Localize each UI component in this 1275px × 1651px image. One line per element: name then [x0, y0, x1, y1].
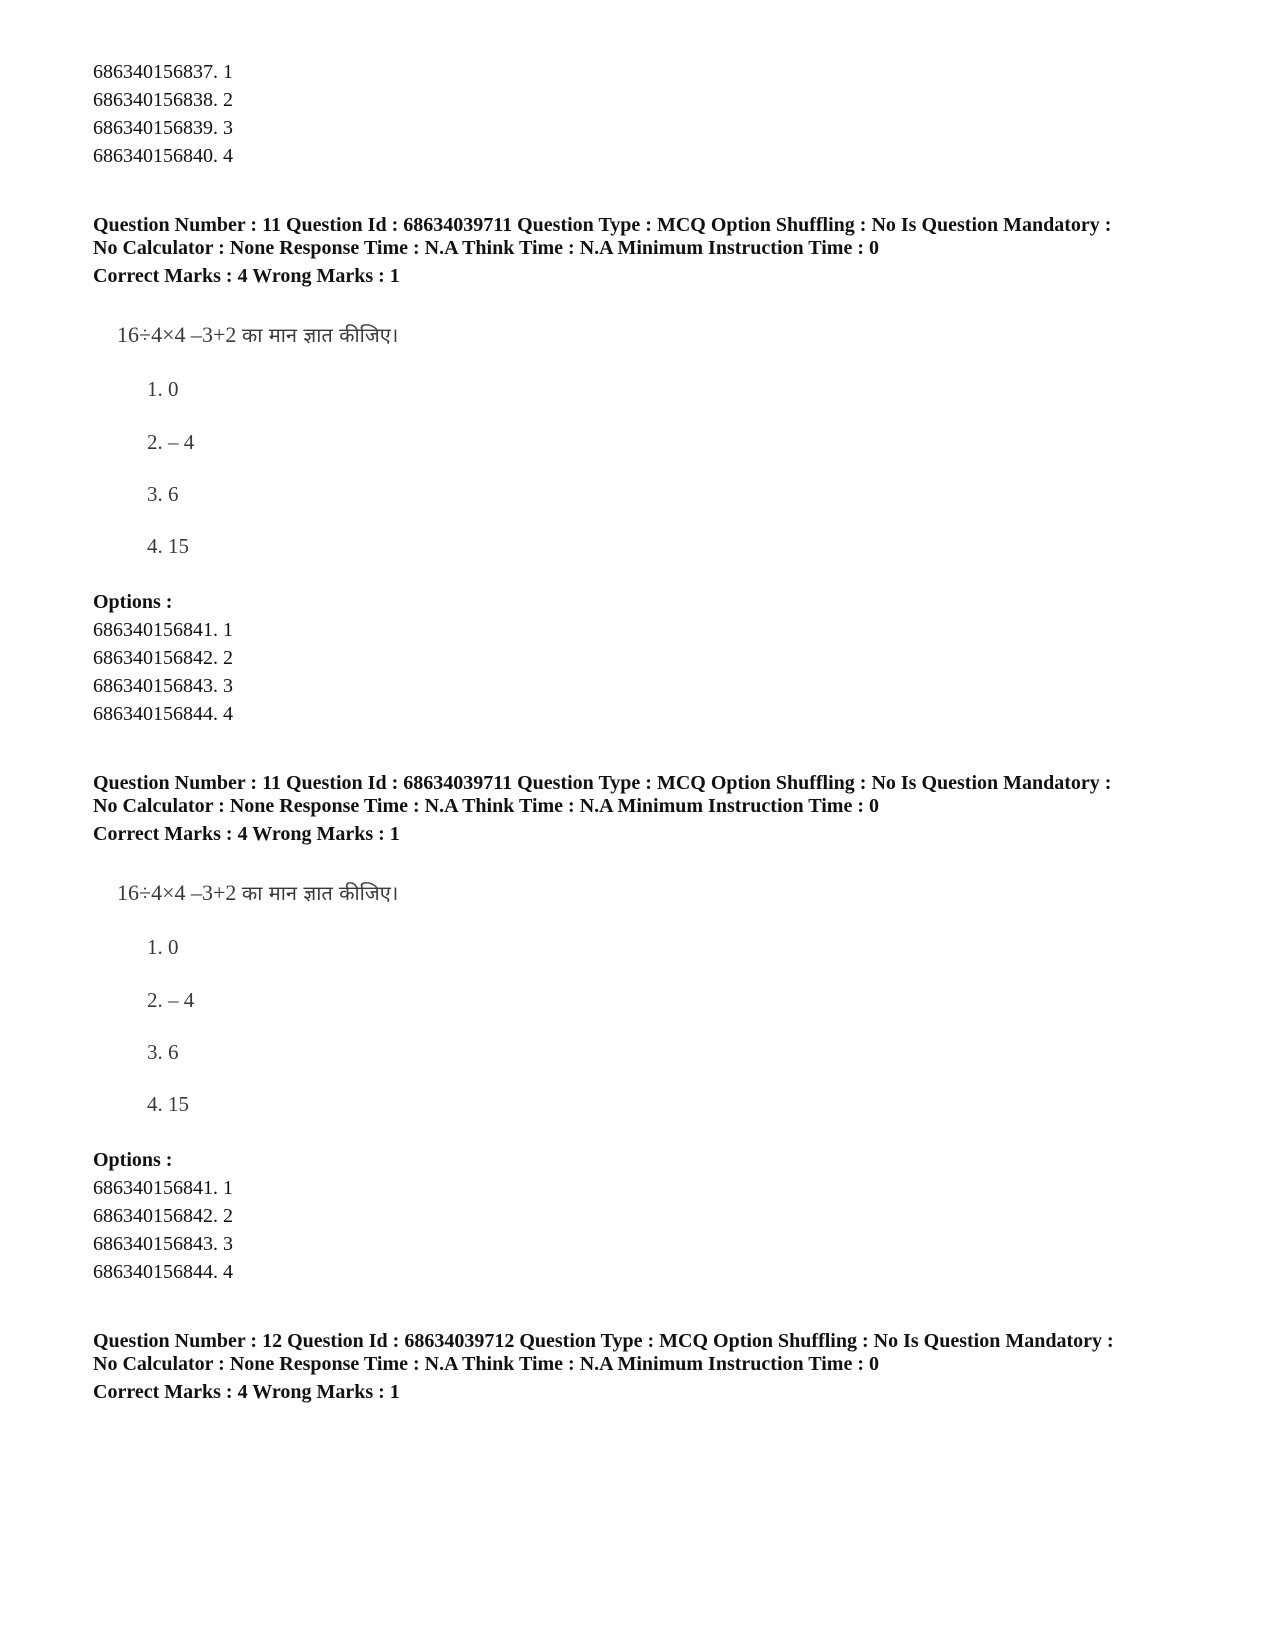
option-id-line: 686340156837. 1 — [93, 61, 233, 83]
question-text — [117, 880, 398, 906]
option-id-line: 686340156838. 2 — [93, 89, 233, 111]
option-id-line: 686340156842. 2 — [93, 647, 233, 669]
question-math: 16÷4×4 –3+2 — [117, 880, 237, 905]
answer-choice: 3. 6 — [147, 482, 179, 506]
option-id-line: 686340156841. 1 — [93, 1177, 233, 1199]
question-header-line2: No Calculator : None Response Time : N.A Think Time : N.A Minimum Instruction Time : 0 — [93, 1353, 879, 1375]
question-marks: Correct Marks : 4 Wrong Marks : 1 — [93, 265, 400, 287]
answer-choice: 1. 0 — [147, 377, 179, 401]
question-hindi: का मान ज्ञात कीजिए। — [241, 323, 399, 347]
answer-choice: 1. 0 — [147, 935, 179, 959]
options-label: Options : — [93, 591, 173, 613]
option-id-line: 686340156840. 4 — [93, 145, 233, 167]
option-id-line: 686340156841. 1 — [93, 619, 233, 641]
answer-choice: 3. 6 — [147, 1040, 179, 1064]
option-id-line: 686340156843. 3 — [93, 675, 233, 697]
answer-choice: 2. – 4 — [147, 430, 195, 454]
answer-choice: 4. 15 — [147, 1092, 189, 1116]
question-marks: Correct Marks : 4 Wrong Marks : 1 — [93, 1381, 400, 1403]
question-header-line1: Question Number : 11 Question Id : 68634039711 Question Type : MCQ Option Shuffling : No Is Question Mandatory : — [93, 214, 1112, 236]
question-header-line2: No Calculator : None Response Time : N.A Think Time : N.A Minimum Instruction Time : 0 — [93, 795, 879, 817]
option-id-line: 686340156842. 2 — [93, 1205, 233, 1227]
question-text — [117, 322, 398, 348]
option-id-line: 686340156844. 4 — [93, 703, 233, 725]
option-id-line: 686340156843. 3 — [93, 1233, 233, 1255]
option-id-line: 686340156844. 4 — [93, 1261, 233, 1283]
question-hindi: का मान ज्ञात कीजिए। — [241, 881, 399, 905]
question-header-line1: Question Number : 11 Question Id : 68634039711 Question Type : MCQ Option Shuffling : No Is Question Mandatory : — [93, 772, 1112, 794]
option-id-line: 686340156839. 3 — [93, 117, 233, 139]
options-label: Options : — [93, 1149, 173, 1171]
question-header-line2: No Calculator : None Response Time : N.A Think Time : N.A Minimum Instruction Time : 0 — [93, 237, 879, 259]
question-marks: Correct Marks : 4 Wrong Marks : 1 — [93, 823, 400, 845]
answer-choice: 4. 15 — [147, 534, 189, 558]
question-math: 16÷4×4 –3+2 — [117, 322, 237, 347]
question-header-line1: Question Number : 12 Question Id : 68634039712 Question Type : MCQ Option Shuffling : No Is Question Mandatory : — [93, 1330, 1114, 1352]
answer-choice: 2. – 4 — [147, 988, 195, 1012]
